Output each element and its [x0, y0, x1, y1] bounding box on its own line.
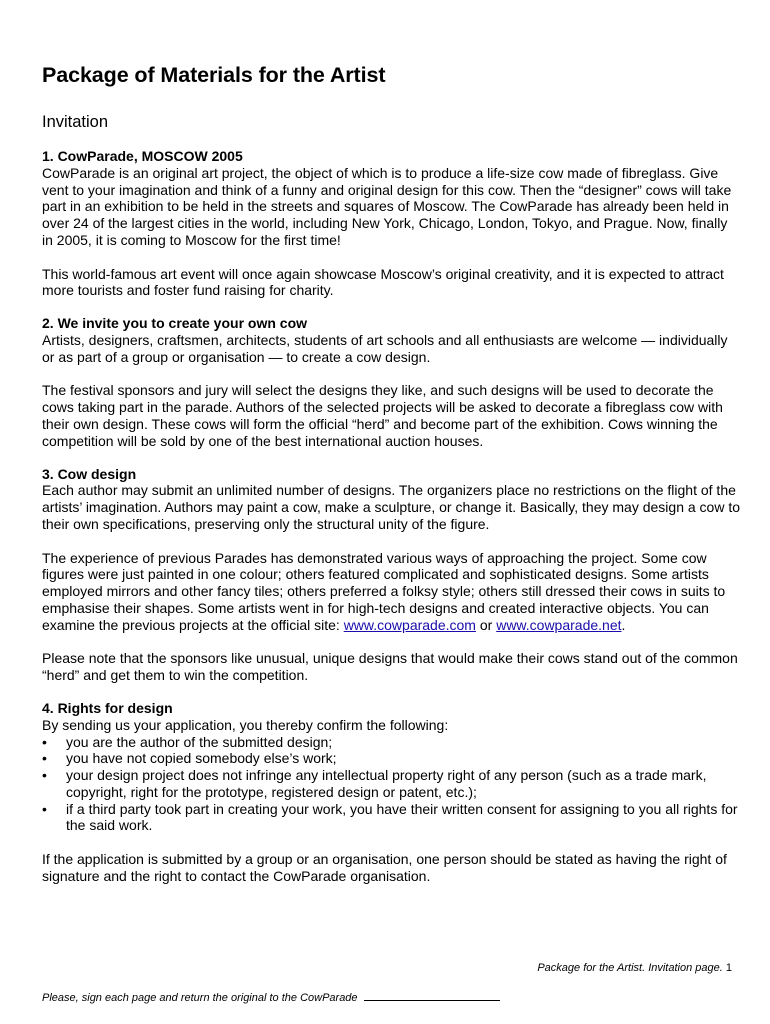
section-cow-design [42, 466, 742, 684]
list-item-text: if a third party took part in creating your work, you have their written consent for assigning to you all rights for the said work. [66, 800, 738, 834]
bullet: • [42, 800, 47, 817]
bullet: • [42, 767, 47, 784]
page-number: 1 [725, 962, 732, 974]
signature-instruction: Please, sign each page and return the original to the CowParade [42, 992, 358, 1004]
list-item-text: you have not copied somebody else’s work; [66, 750, 337, 767]
section-heading: 1. CowParade, MOSCOW 2005 [42, 148, 243, 164]
paragraph-text: The experience of previous Parades has demonstrated various ways of approaching the project. Some cow figures were just painted in one colour; others featured complicated and sophisticated designs. Some artists employed mirrors and other fancy tiles; others preferred a folksy style; others still dressed their cows in suits to emphasise their shapes. Some artists went in for high-tech designs and created interactive objects. You can examine the previous projects at the official site: [42, 549, 726, 633]
document-title: Package of Materials for the Artist [42, 63, 386, 87]
section-invitation [42, 315, 742, 449]
list-item-text: you are the author of the submitted design; [66, 733, 333, 750]
cowparade-com-link[interactable]: www.cowparade.com [343, 616, 476, 633]
list-item [42, 734, 742, 751]
bullet: • [42, 750, 47, 767]
paragraph: Artists, designers, craftsmen, architects, students of art schools and all enthusiasts are welcome — individually or as part of a group or organisation — to create a cow design. [42, 331, 728, 365]
cowparade-net-link[interactable]: www.cowparade.net [496, 616, 622, 633]
list-item-text: your design project does not infringe any intellectual property right of any person (such as a trade mark, copyright, right for the prototype, registered design or patent, etc.); [66, 767, 707, 800]
paragraph: Please note that the sponsors like unusual, unique designs that would make their cows stand out of the common “herd” and get them to win the competition. [42, 650, 738, 684]
rights-list [42, 734, 742, 835]
signature-footer [42, 990, 500, 1005]
paragraph: CowParade is an original art project, the object of which is to produce a life-size cow made of fibreglass. Give vent to your imagination and think of a funny and original design for this cow. Then the “designer” cows will take part in an exhibition to be held in the streets and squares of Moscow. The CowParade has already been held in over 24 of the largest cities in the world, including New York, Chicago, London, Tokyo, and Prague. Now, finally in 2005, it is coming to Moscow for the first time! [42, 164, 732, 248]
section-heading: 4. Rights for design [42, 699, 173, 716]
section-rights-for-design [42, 700, 742, 885]
section-cowparade-moscow [42, 148, 742, 299]
list-item [42, 750, 742, 767]
list-item [42, 767, 742, 801]
paragraph: This world-famous art event will once again showcase Moscow’s original creativity, and it is expected to attract more tourists and foster fund raising for charity. [42, 265, 724, 299]
signature-line [364, 990, 500, 1001]
list-item [42, 801, 742, 835]
paragraph-with-links [42, 550, 742, 634]
document-body [42, 62, 742, 885]
section-heading: 3. Cow design [42, 465, 137, 482]
paragraph: Each author may submit an unlimited number of designs. The organizers place no restrictions on the flight of the artists’ imagination. Authors may paint a cow, make a sculpture, or change it. Basically, they may design a cow to their own specifications, preserving only the structural unity of the figure. [42, 482, 741, 532]
link-separator: or [475, 616, 497, 633]
bullet: • [42, 733, 47, 750]
paragraph: If the application is submitted by a group or an organisation, one person should be stated as having the right of signature and the right to contact the CowParade organisation. [42, 851, 727, 884]
paragraph: By sending us your application, you thereby confirm the following: [42, 716, 449, 733]
period: . [621, 616, 626, 633]
document-subtitle: Invitation [42, 113, 109, 131]
section-heading: 2. We invite you to create your own cow [42, 315, 308, 332]
paragraph: The festival sponsors and jury will select the designs they like, and such designs will be used to decorate the cows taking part in the parade. Authors of the selected projects will be asked to decorate a fibreglass cow with their own design. These cows will form the official “herd” and become part of the exhibition. Cows winning the competition will be sold by one of the best international auction houses. [42, 382, 723, 449]
footer-page-label: Package for the Artist. Invitation page. [537, 962, 723, 974]
page-footer-label [537, 962, 732, 975]
